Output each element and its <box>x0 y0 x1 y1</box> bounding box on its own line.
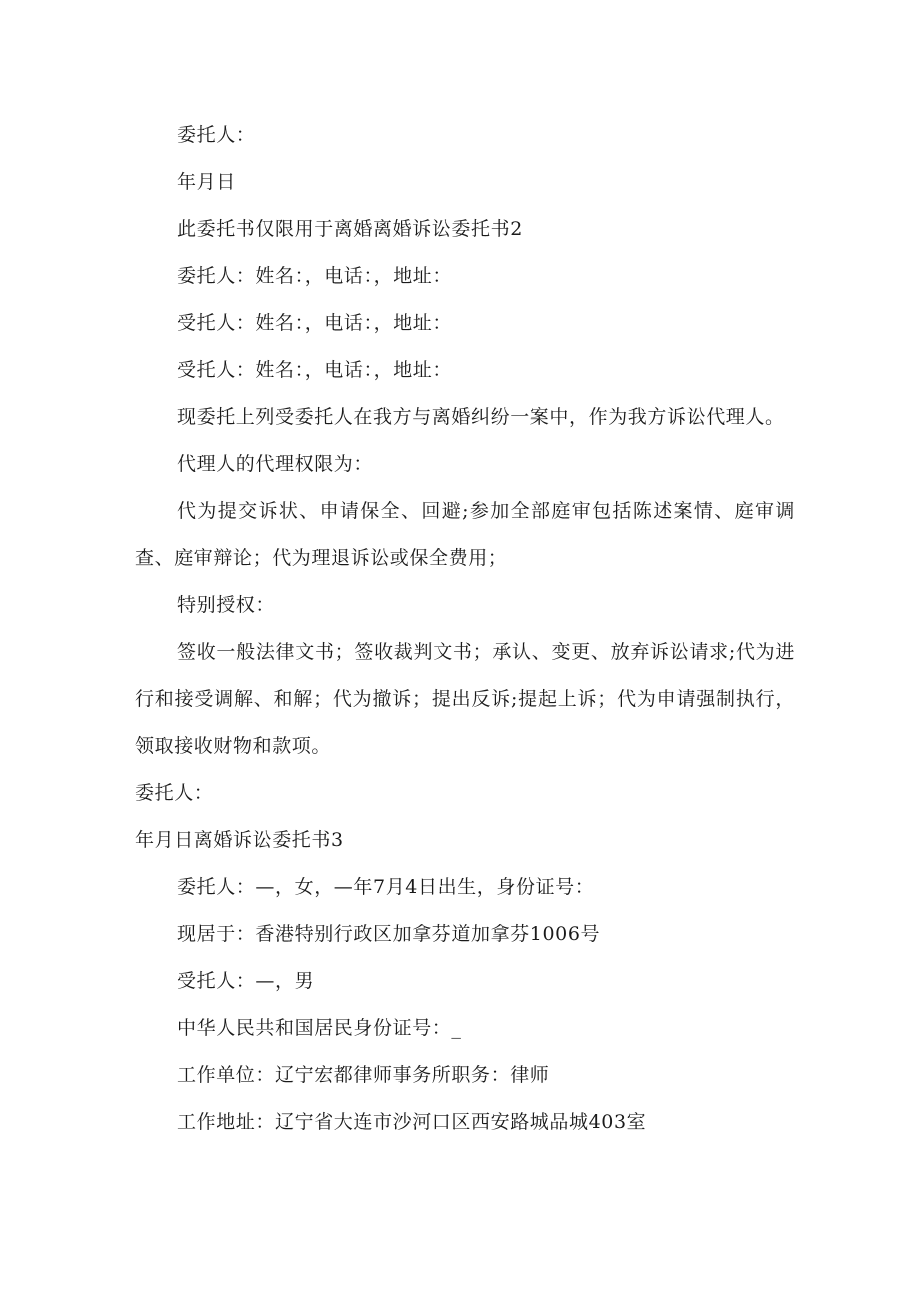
appointment-statement: 现委托上列受委托人在我方与离婚纠纷一案中，作为我方诉讼代理人。 <box>177 406 785 428</box>
general-authority-paragraph: 代为提交诉状、申请保全、回避;参加全部庭审包括陈述案情、庭审调查、庭审辩论；代为理退诉讼或保全费用； <box>135 500 795 569</box>
authority-scope-heading: 代理人的代理权限为： <box>177 453 374 475</box>
principal-signature-label-2: 委托人： <box>135 782 214 804</box>
agent-employer-line: 工作单位：辽宁宏都律师事务所职务：律师 <box>177 1064 550 1086</box>
agent-info-line-1: 受托人：姓名：，电话：，地址： <box>177 312 453 334</box>
agent-details-line: 受托人：—，男 <box>177 970 315 992</box>
principal-details-line: 委托人：—，女，—年7月4日出生，身份证号： <box>177 876 595 898</box>
agent-id-line: 中华人民共和国居民身份证号：_ <box>177 1017 462 1039</box>
document-body <box>135 112 795 1146</box>
principal-signature-label: 委托人： <box>177 124 256 146</box>
agent-work-address-line: 工作地址：辽宁省大连市沙河口区西安路城品城403室 <box>177 1111 647 1133</box>
principal-info-line: 委托人：姓名：，电话：，地址： <box>177 265 453 287</box>
special-authority-paragraph: 签收一般法律文书；签收裁判文书；承认、变更、放弃诉讼请求;代为进行和接受调解、和解；代为撤诉；提出反诉;提起上诉；代为申请强制执行，领取接收财物和款项。 <box>135 641 795 757</box>
usage-note-heading: 此委托书仅限用于离婚离婚诉讼委托书2 <box>177 218 523 240</box>
date-and-section-heading: 年月日离婚诉讼委托书3 <box>135 829 344 851</box>
residence-line: 现居于：香港特别行政区加拿芬道加拿芬1006号 <box>177 923 601 945</box>
agent-info-line-2: 受托人：姓名：，电话：，地址： <box>177 359 453 381</box>
special-authority-heading: 特别授权： <box>177 594 276 616</box>
date-line: 年月日 <box>177 171 236 193</box>
